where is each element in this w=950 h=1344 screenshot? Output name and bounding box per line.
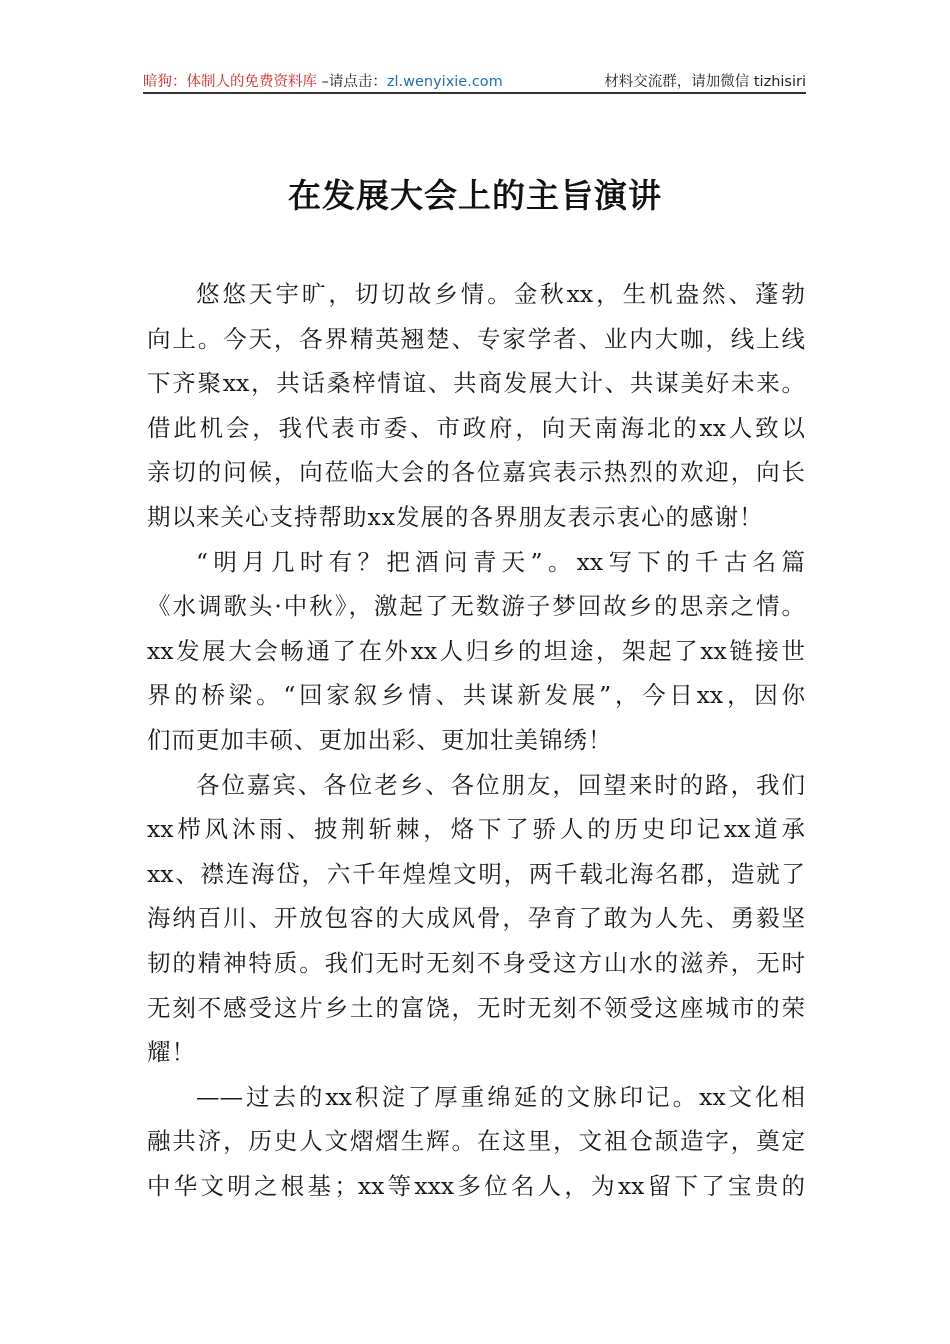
paragraph-line: 借此机会，我代表市委、市政府，向天南海北的xx人致以 — [147, 413, 805, 442]
paragraph-line: 亲切的问候，向莅临大会的各位嘉宾表示热烈的欢迎，向长 — [147, 458, 805, 487]
paragraph-line: xx、襟连海岱，六千年煌煌文明，两千载北海名郡，造就了 — [147, 859, 805, 888]
paragraph-line: 各位嘉宾、各位老乡、各位朋友，回望来时的路，我们 — [196, 770, 805, 799]
paragraph-line: 无刻不感受这片乡土的富饶，无时无刻不领受这座城市的荣 — [147, 993, 805, 1022]
paragraph — [147, 276, 805, 544]
header-contact: 材料交流群，请加微信 tizhisiri — [604, 74, 806, 90]
paragraph — [147, 1079, 805, 1213]
page-header — [143, 70, 806, 91]
document-body — [147, 276, 805, 1212]
paragraph-line: 们而更加丰硕、更加出彩、更加壮美锦绣！ — [147, 725, 613, 754]
paragraph-line: 海纳百川、开放包容的大成风骨，孕育了敢为人先、勇毅坚 — [147, 904, 805, 933]
paragraph-line: “明月几时有？把酒问青天”。xx写下的千古名篇 — [196, 547, 805, 576]
paragraph-line: ——过去的xx积淀了厚重绵延的文脉印记。xx文化相 — [196, 1082, 805, 1111]
paragraph-line: 界的桥梁。“回家叙乡情、共谋新发展”，今日xx，因你 — [147, 681, 805, 710]
paragraph-line: 中华文明之根基；xx等xxx多位名人，为xx留下了宝贵的 — [147, 1171, 805, 1200]
paragraph-line: xx发展大会畅通了在外xx人归乡的坦途，架起了xx链接世 — [147, 636, 805, 665]
paragraph-line: 期以来关心支持帮助xx发展的各界朋友表示衷心的感谢！ — [147, 502, 764, 531]
paragraph-line: 悠悠天宇旷，切切故乡情。金秋xx，生机盎然、蓬勃 — [196, 280, 805, 308]
paragraph-line: xx栉风沐雨、披荆斩棘，烙下了骄人的历史印记xx道承 — [147, 815, 805, 844]
header-brand: 暗狗：体制人的免费资料库 — [143, 74, 317, 90]
paragraph-line: 韧的精神特质。我们无时无刻不身受这方山水的滋养，无时 — [147, 948, 805, 977]
paragraph-line: 《水调歌头·中秋》，激起了无数游子梦回故乡的思亲之情。 — [147, 592, 805, 621]
header-url-link[interactable]: zl.wenyixie.com — [386, 74, 503, 90]
paragraph-line: 下齐聚xx，共话桑梓情谊、共商发展大计、共谋美好未来。 — [147, 369, 805, 398]
paragraph-line: 融共济，历史人文熠熠生辉。在这里，文祖仓颉造字，奠定 — [147, 1127, 805, 1156]
paragraph — [147, 767, 805, 1079]
paragraph-line: 耀！ — [147, 1038, 196, 1067]
header-prompt: –请点击： — [321, 74, 387, 90]
document-title: 在发展大会上的主旨演讲 — [288, 176, 662, 215]
paragraph — [147, 544, 805, 767]
paragraph-line: 向上。今天，各界精英翘楚、专家学者、业内大咖，线上线 — [147, 324, 805, 353]
header-divider — [143, 92, 806, 94]
